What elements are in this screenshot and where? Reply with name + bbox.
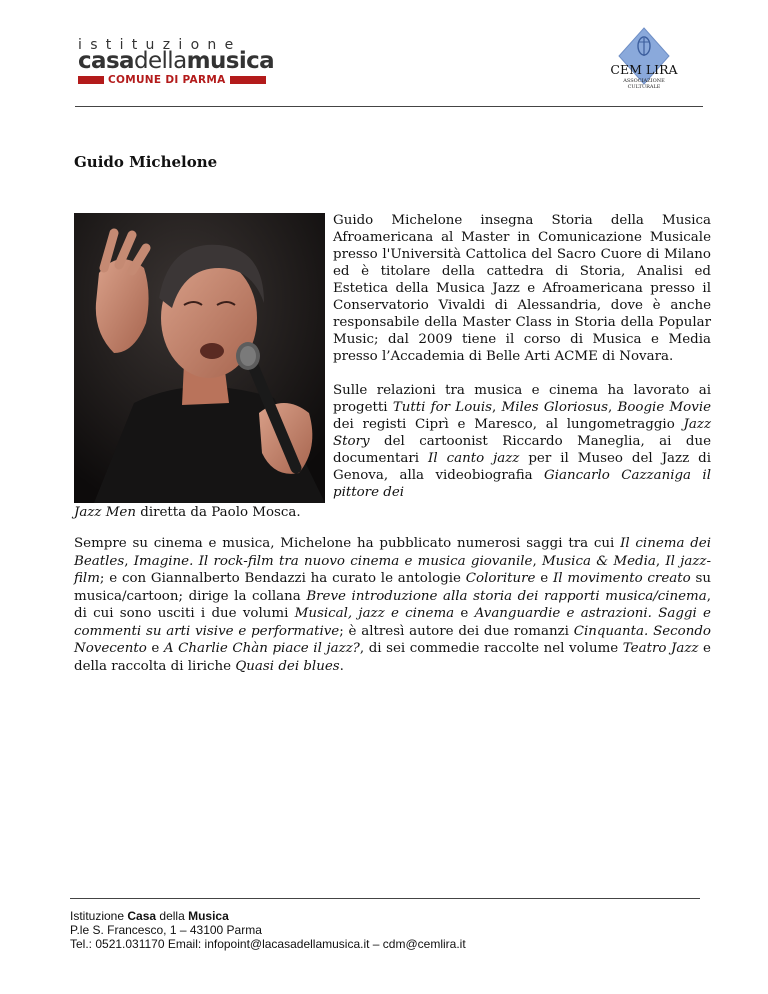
text-run: Sempre su cinema e musica, Michelone ha pubblicato numerosi saggi tra cui — [74, 536, 621, 551]
portrait-photo — [74, 213, 325, 503]
text-run: ; è altresì autore dei due romanzi — [339, 623, 574, 639]
title-reference: Cinquanta. Secondo Novecento — [74, 623, 711, 656]
title-reference: Avanguardie e astrazioni. Saggi e commenti su arti visive e performative — [74, 606, 711, 639]
text-run: su musica/cartoon; dirige la collana — [74, 571, 711, 604]
footer-istituzione: Istituzione — [70, 909, 128, 923]
title-reference: Il canto jazz — [428, 451, 520, 466]
text-run: , — [532, 553, 542, 569]
bio-paragraph-2 — [333, 382, 711, 501]
text-run: , di sei commedie raccolte nel volume — [359, 641, 623, 656]
header-divider — [75, 106, 703, 107]
logo-bar-left — [78, 76, 104, 84]
bio-paragraph-3 — [74, 535, 711, 675]
cem-logo-title: CEM LIRA — [610, 62, 678, 77]
text-run: , — [655, 553, 666, 569]
title-reference: Imagine. Il rock-film tra nuovo cinema e musica giovanile — [133, 553, 533, 569]
text-run: , — [124, 553, 134, 569]
text-run: dei registi Ciprì e Maresco, al lungometraggio — [333, 417, 684, 432]
title-reference: Miles Gloriosus — [501, 400, 608, 415]
title-reference: Il jazz-film — [74, 553, 711, 586]
title-reference: Il cinema dei Beatles — [74, 536, 711, 569]
title-reference: Coloriture — [465, 571, 536, 586]
title-reference: Boogie Movie — [617, 400, 712, 415]
text-run: e della raccolta di liriche — [74, 641, 711, 674]
cem-lira-logo — [593, 22, 695, 100]
text-run: e — [535, 571, 553, 586]
text-run: , di cui sono usciti i due volumi — [74, 588, 711, 621]
cem-logo-sub2: CULTURALE — [627, 84, 661, 90]
logo-musica-text: musica — [186, 48, 275, 74]
logo-casa-text: casa — [78, 48, 134, 74]
title-reference: Tutti for Louis — [392, 400, 493, 415]
footer-line-1 — [70, 909, 466, 923]
title-reference: Musical, jazz e cinema — [294, 606, 455, 621]
text-run: . — [339, 658, 344, 674]
bio-paragraph-2-continued — [74, 504, 301, 521]
comune-di-parma-bar — [78, 72, 266, 87]
page-title: Guido Michelone — [74, 153, 218, 171]
casa-della-musica-logo — [78, 48, 274, 74]
title-reference: Il movimento creato — [552, 571, 691, 586]
text-run: ; e con Giannalberto Bendazzi ha curato le antologie — [99, 571, 466, 586]
text-run: e — [146, 641, 164, 656]
footer-della: della — [156, 909, 189, 923]
text-run: e — [454, 606, 475, 621]
text-run: diretta da Paolo Mosca. — [135, 505, 301, 520]
title-reference: A Charlie Chàn piace il jazz? — [163, 641, 360, 656]
logo-comune-text: COMUNE DI PARMA — [108, 73, 226, 86]
text-run: Sulle relazioni tra musica e cinema ha lavorato ai progetti — [333, 383, 711, 415]
logo-istituzione-text: istituzione — [78, 37, 242, 53]
footer-line-3: Tel.: 0521.031170 Email: infopoint@lacasadellamusica.it – cdm@cemlira.it — [70, 937, 466, 951]
footer-address — [70, 909, 466, 951]
title-reference: Teatro Jazz — [622, 641, 699, 656]
title-reference: Jazz Men — [74, 505, 136, 520]
bio-paragraph-1: Guido Michelone insegna Storia della Musica Afroamericana al Master in Comunicazione Musicale presso l'Università Cattolica del Sacro Cuore di Milano ed è titolare della cattedra di Storia, Analisi ed Estetica della Musica Jazz e Afroamericana presso il Conservatorio Vivaldi di Alessandria, dove è anche responsabile della Master Class in Storia della Popular Music; dal 2009 tiene il corso di Musica e Media presso l’Accademia di Belle Arti ACME di Novara. — [333, 213, 711, 364]
logo-bar-right — [230, 76, 266, 84]
text-run: per il Museo del Jazz di Genova, alla videobiografia — [333, 451, 711, 483]
title-reference: Giancarlo Cazzaniga il pittore dei — [333, 468, 711, 500]
title-reference: Jazz Story — [333, 417, 711, 449]
text-run: , — [608, 400, 618, 415]
title-reference: Musica & Media — [541, 553, 656, 569]
title-reference: Quasi dei blues — [235, 658, 340, 674]
text-run: , — [492, 400, 502, 415]
footer-casa: Casa — [127, 909, 157, 923]
footer-divider — [70, 898, 700, 899]
cem-logo-sub1: ASSOCIAZIONE — [623, 78, 665, 84]
logo-della-text: della — [133, 48, 187, 74]
footer-line-2: P.le S. Francesco, 1 – 43100 Parma — [70, 923, 262, 937]
title-reference: Breve introduzione alla storia dei rapporti musica/cinema — [306, 588, 707, 604]
footer-musica: Musica — [188, 909, 229, 923]
text-run: del cartoonist Riccardo Maneglia, ai due documentari — [333, 434, 711, 466]
